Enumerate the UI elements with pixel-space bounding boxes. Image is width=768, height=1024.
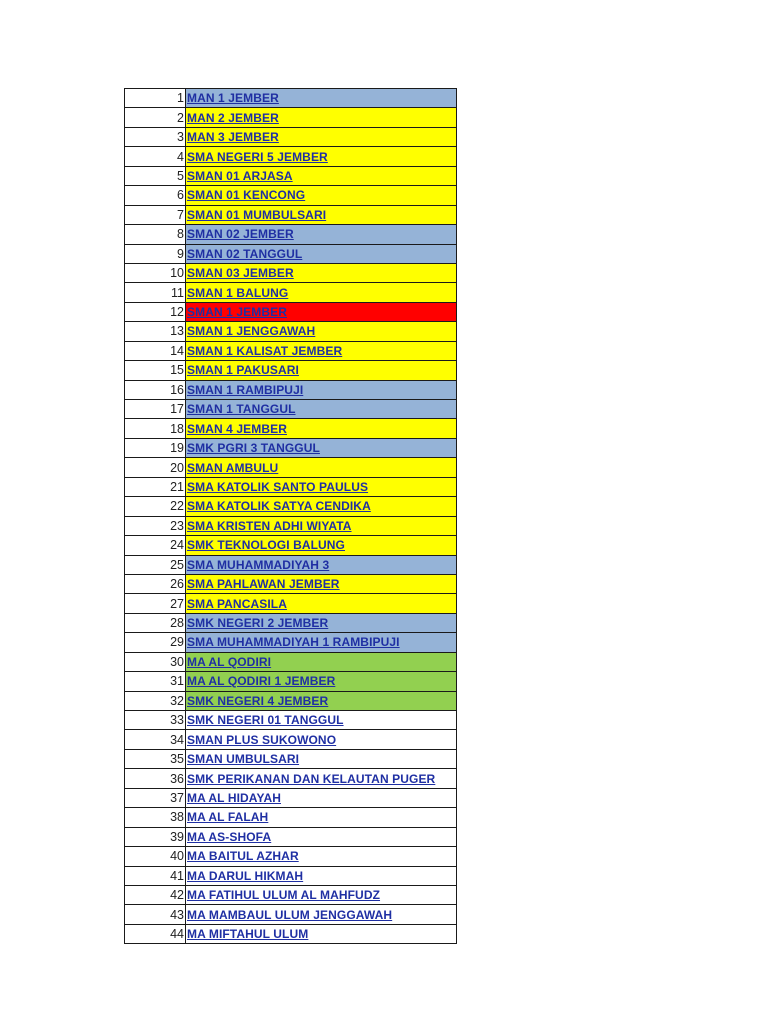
table-row bbox=[125, 477, 457, 496]
school-link[interactable]: SMA KRISTEN ADHI WIYATA bbox=[187, 518, 352, 533]
school-link[interactable]: SMA MUHAMMADIYAH 3 bbox=[187, 557, 330, 572]
row-number: 28 bbox=[125, 613, 186, 632]
row-number: 9 bbox=[125, 244, 186, 263]
school-name-cell bbox=[186, 516, 457, 535]
school-link[interactable]: MA AS-SHOFA bbox=[187, 829, 272, 844]
school-name-cell bbox=[186, 652, 457, 671]
row-number: 25 bbox=[125, 555, 186, 574]
row-number: 2 bbox=[125, 108, 186, 127]
school-name-cell bbox=[186, 186, 457, 205]
table-row bbox=[125, 419, 457, 438]
school-link[interactable]: SMAN 1 BALUNG bbox=[187, 285, 289, 300]
school-link[interactable]: SMAN 1 TANGGUL bbox=[187, 402, 296, 417]
row-number: 35 bbox=[125, 749, 186, 768]
row-number: 40 bbox=[125, 847, 186, 866]
row-number: 21 bbox=[125, 477, 186, 496]
row-number: 11 bbox=[125, 283, 186, 302]
row-number: 36 bbox=[125, 769, 186, 788]
school-link[interactable]: SMAN AMBULU bbox=[187, 460, 279, 475]
school-name-cell bbox=[186, 788, 457, 807]
school-link[interactable]: SMK PERIKANAN DAN KELAUTAN PUGER bbox=[187, 771, 436, 786]
school-link[interactable]: SMK NEGERI 4 JEMBER bbox=[187, 693, 329, 708]
table-row bbox=[125, 808, 457, 827]
row-number: 18 bbox=[125, 419, 186, 438]
school-name-cell bbox=[186, 89, 457, 108]
school-link[interactable]: SMAN 1 RAMBIPUJI bbox=[187, 382, 304, 397]
table-row bbox=[125, 458, 457, 477]
row-number: 3 bbox=[125, 127, 186, 146]
school-link[interactable]: SMK PGRI 3 TANGGUL bbox=[187, 441, 320, 456]
table-row bbox=[125, 225, 457, 244]
school-list-table bbox=[124, 88, 457, 944]
school-link[interactable]: MA AL QODIRI bbox=[187, 654, 272, 669]
row-number: 19 bbox=[125, 438, 186, 457]
school-name-cell bbox=[186, 633, 457, 652]
school-name-cell bbox=[186, 108, 457, 127]
school-name-cell bbox=[186, 205, 457, 224]
school-name-cell bbox=[186, 380, 457, 399]
table-row bbox=[125, 400, 457, 419]
school-link[interactable]: MA FATIHUL ULUM AL MAHFUDZ bbox=[187, 888, 381, 903]
row-number: 4 bbox=[125, 147, 186, 166]
row-number: 30 bbox=[125, 652, 186, 671]
school-name-cell bbox=[186, 438, 457, 457]
school-link[interactable]: SMAN 01 ARJASA bbox=[187, 168, 293, 183]
table-row bbox=[125, 536, 457, 555]
school-link[interactable]: MA MAMBAUL ULUM JENGGAWAH bbox=[187, 907, 393, 922]
school-link[interactable]: MA DARUL HIKMAH bbox=[187, 868, 304, 883]
row-number: 23 bbox=[125, 516, 186, 535]
table-row bbox=[125, 924, 457, 943]
school-link[interactable]: MAN 1 JEMBER bbox=[187, 91, 279, 106]
school-link[interactable]: SMAN 1 KALISAT JEMBER bbox=[187, 343, 343, 358]
school-name-cell bbox=[186, 341, 457, 360]
school-link[interactable]: SMAN PLUS SUKOWONO bbox=[187, 732, 337, 747]
row-number: 27 bbox=[125, 594, 186, 613]
row-number: 14 bbox=[125, 341, 186, 360]
table-row bbox=[125, 711, 457, 730]
table-row bbox=[125, 322, 457, 341]
school-name-cell bbox=[186, 497, 457, 516]
school-link[interactable]: SMAN 02 JEMBER bbox=[187, 227, 294, 242]
school-name-cell bbox=[186, 691, 457, 710]
table-row bbox=[125, 127, 457, 146]
school-name-cell bbox=[186, 574, 457, 593]
table-row bbox=[125, 847, 457, 866]
school-name-cell bbox=[186, 769, 457, 788]
table-row bbox=[125, 283, 457, 302]
school-name-cell bbox=[186, 613, 457, 632]
school-name-cell bbox=[186, 419, 457, 438]
school-link[interactable]: SMAN 1 JEMBER bbox=[187, 305, 287, 320]
table-row bbox=[125, 108, 457, 127]
table-row bbox=[125, 827, 457, 846]
school-link[interactable]: SMAN 01 KENCONG bbox=[187, 188, 306, 203]
table-row bbox=[125, 302, 457, 321]
row-number: 31 bbox=[125, 672, 186, 691]
table-row bbox=[125, 361, 457, 380]
school-name-cell bbox=[186, 827, 457, 846]
row-number: 12 bbox=[125, 302, 186, 321]
row-number: 6 bbox=[125, 186, 186, 205]
table-row bbox=[125, 555, 457, 574]
row-number: 29 bbox=[125, 633, 186, 652]
school-name-cell bbox=[186, 536, 457, 555]
table-row bbox=[125, 749, 457, 768]
table-row bbox=[125, 788, 457, 807]
table-row bbox=[125, 905, 457, 924]
school-name-cell bbox=[186, 283, 457, 302]
table-row bbox=[125, 574, 457, 593]
table-row bbox=[125, 866, 457, 885]
school-name-cell bbox=[186, 127, 457, 146]
school-link[interactable]: MA MIFTAHUL ULUM bbox=[187, 927, 309, 942]
school-name-cell bbox=[186, 672, 457, 691]
row-number: 24 bbox=[125, 536, 186, 555]
school-link[interactable]: SMAN 03 JEMBER bbox=[187, 266, 294, 281]
row-number: 34 bbox=[125, 730, 186, 749]
school-name-cell bbox=[186, 322, 457, 341]
row-number: 17 bbox=[125, 400, 186, 419]
school-name-cell bbox=[186, 885, 457, 904]
school-name-cell bbox=[186, 594, 457, 613]
row-number: 26 bbox=[125, 574, 186, 593]
school-name-cell bbox=[186, 225, 457, 244]
school-link[interactable]: MA AL HIDAYAH bbox=[187, 790, 281, 805]
row-number: 7 bbox=[125, 205, 186, 224]
row-number: 5 bbox=[125, 166, 186, 185]
table-row bbox=[125, 244, 457, 263]
row-number: 38 bbox=[125, 808, 186, 827]
row-number: 37 bbox=[125, 788, 186, 807]
school-link[interactable]: SMA MUHAMMADIYAH 1 RAMBIPUJI bbox=[187, 635, 400, 650]
row-number: 22 bbox=[125, 497, 186, 516]
table-row bbox=[125, 613, 457, 632]
row-number: 42 bbox=[125, 885, 186, 904]
school-link[interactable]: MA BAITUL AZHAR bbox=[187, 849, 299, 864]
school-link[interactable]: SMA KATOLIK SANTO PAULUS bbox=[187, 479, 369, 494]
school-name-cell bbox=[186, 477, 457, 496]
school-link[interactable]: MAN 2 JEMBER bbox=[187, 110, 279, 125]
table-row bbox=[125, 594, 457, 613]
school-link[interactable]: SMAN 01 MUMBULSARI bbox=[187, 207, 327, 222]
table-row bbox=[125, 652, 457, 671]
row-number: 1 bbox=[125, 89, 186, 108]
school-name-cell bbox=[186, 147, 457, 166]
school-link[interactable]: SMA PANCASILA bbox=[187, 596, 287, 611]
school-link[interactable]: SMA NEGERI 5 JEMBER bbox=[187, 149, 328, 164]
school-link[interactable]: SMK TEKNOLOGI BALUNG bbox=[187, 538, 345, 553]
table-row bbox=[125, 89, 457, 108]
table-row bbox=[125, 380, 457, 399]
row-number: 32 bbox=[125, 691, 186, 710]
school-link[interactable]: MA AL QODIRI 1 JEMBER bbox=[187, 674, 336, 689]
school-name-cell bbox=[186, 730, 457, 749]
school-name-cell bbox=[186, 711, 457, 730]
table-row bbox=[125, 497, 457, 516]
school-link[interactable]: SMK NEGERI 2 JEMBER bbox=[187, 616, 329, 631]
school-name-cell bbox=[186, 302, 457, 321]
table-row bbox=[125, 263, 457, 282]
school-link[interactable]: SMAN 1 PAKUSARI bbox=[187, 363, 299, 378]
school-name-cell bbox=[186, 400, 457, 419]
school-name-cell bbox=[186, 847, 457, 866]
school-name-cell bbox=[186, 749, 457, 768]
table-row bbox=[125, 166, 457, 185]
table-row bbox=[125, 341, 457, 360]
row-number: 15 bbox=[125, 361, 186, 380]
row-number: 39 bbox=[125, 827, 186, 846]
row-number: 13 bbox=[125, 322, 186, 341]
table-row bbox=[125, 769, 457, 788]
table-row bbox=[125, 147, 457, 166]
school-name-cell bbox=[186, 361, 457, 380]
row-number: 41 bbox=[125, 866, 186, 885]
table-row bbox=[125, 186, 457, 205]
table-row bbox=[125, 672, 457, 691]
school-link[interactable]: SMK NEGERI 01 TANGGUL bbox=[187, 713, 344, 728]
school-name-cell bbox=[186, 263, 457, 282]
table-row bbox=[125, 516, 457, 535]
row-number: 33 bbox=[125, 711, 186, 730]
school-name-cell bbox=[186, 905, 457, 924]
school-name-cell bbox=[186, 924, 457, 943]
school-link[interactable]: SMAN UMBULSARI bbox=[187, 752, 300, 767]
table-row bbox=[125, 633, 457, 652]
school-link[interactable]: SMA PAHLAWAN JEMBER bbox=[187, 577, 340, 592]
row-number: 44 bbox=[125, 924, 186, 943]
school-link[interactable]: SMAN 02 TANGGUL bbox=[187, 246, 303, 261]
school-name-cell bbox=[186, 555, 457, 574]
school-link[interactable]: SMA KATOLIK SATYA CENDIKA bbox=[187, 499, 371, 514]
school-link[interactable]: MA AL FALAH bbox=[187, 810, 269, 825]
school-list-body bbox=[125, 89, 457, 944]
school-name-cell bbox=[186, 166, 457, 185]
row-number: 43 bbox=[125, 905, 186, 924]
school-link[interactable]: MAN 3 JEMBER bbox=[187, 130, 279, 145]
table-row bbox=[125, 438, 457, 457]
table-row bbox=[125, 730, 457, 749]
row-number: 8 bbox=[125, 225, 186, 244]
school-name-cell bbox=[186, 458, 457, 477]
table-row bbox=[125, 691, 457, 710]
school-link[interactable]: SMAN 1 JENGGAWAH bbox=[187, 324, 316, 339]
row-number: 20 bbox=[125, 458, 186, 477]
school-link[interactable]: SMAN 4 JEMBER bbox=[187, 421, 287, 436]
row-number: 16 bbox=[125, 380, 186, 399]
school-name-cell bbox=[186, 808, 457, 827]
table-row bbox=[125, 205, 457, 224]
school-name-cell bbox=[186, 866, 457, 885]
table-row bbox=[125, 885, 457, 904]
row-number: 10 bbox=[125, 263, 186, 282]
school-name-cell bbox=[186, 244, 457, 263]
